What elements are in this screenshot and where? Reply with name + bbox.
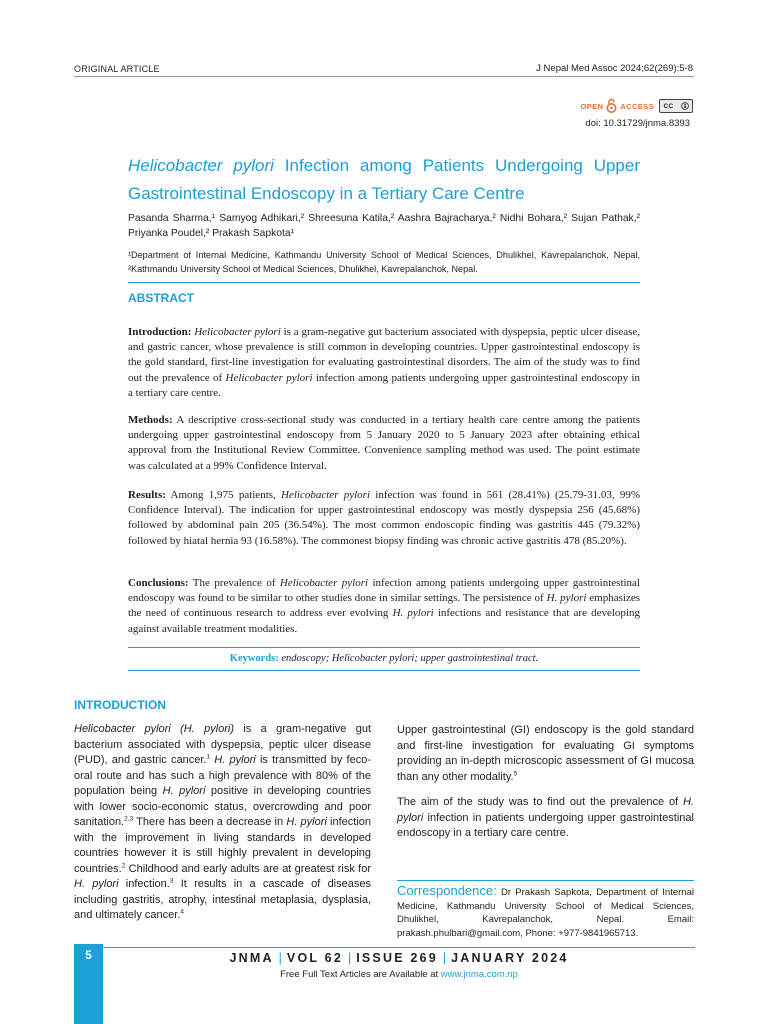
footer-separator-1: |: [278, 951, 282, 965]
correspondence-divider: [397, 880, 694, 881]
footer-issue: ISSUE 269: [356, 951, 438, 965]
intro-text-5: infection with the improvement in living standards in developed countries however it is still highly prevalent in developing countries.: [74, 816, 372, 875]
citation-sup-6: 5: [513, 769, 518, 777]
intro-text-3: positive in developing countries with lower socio-economic status, overcrowding and poor sanitation.: [74, 785, 372, 828]
section-label: ORIGINAL ARTICLE: [74, 64, 160, 74]
footer-date: JANUARY 2024: [451, 951, 569, 965]
intro-right-italic: H. pylori: [397, 796, 694, 824]
introduction-right-paragraph-1: [397, 723, 694, 785]
footer-separator-2: |: [347, 951, 352, 965]
footer-journal: JNMA: [229, 951, 274, 965]
abstract-conclusions-label: Conclusions:: [128, 577, 189, 589]
intro-italic-1: Helicobacter pylori (H. pylori): [74, 723, 235, 735]
intro-right-text-1: Upper gastrointestinal (GI) endoscopy is the gold standard and first-line investigation for evaluating GI symptoms providing an in-depth microscopic assessment of GI mucosa than any other modality.: [397, 724, 694, 783]
abstract-results-text: Among 1,975 patients,: [165, 489, 282, 501]
doi-link[interactable]: doi: 10.31729/jnma.8393: [585, 118, 690, 129]
page-number: 5: [85, 948, 92, 962]
open-access-left-label: OPEN: [580, 101, 604, 111]
title-rest: Infection among Patients Undergoing Upper Gastrointestinal Endoscopy in a Tertiary Care Centre: [128, 156, 640, 203]
free-access-text: Free Full Text Articles are Available at: [280, 969, 441, 980]
keywords-bottom-divider: [128, 670, 640, 671]
citation-sup-3: 2: [121, 861, 126, 869]
cc-label: CC: [663, 102, 674, 110]
abstract-concl-text-3: emphasizes the need of continuous research to address ever evolving: [128, 592, 641, 620]
abstract-results-label: Results:: [128, 489, 166, 501]
intro-text-4: There has been a decrease in: [133, 816, 287, 828]
abstract-concl-text: The prevalence of: [188, 577, 280, 589]
open-access-badge: [580, 98, 693, 114]
citation-sup-1: 1: [206, 753, 211, 761]
correspondence-block: [397, 884, 694, 940]
title-italic: Helicobacter pylori: [128, 156, 274, 175]
affiliations: ¹Department of Internal Medicine, Kathmandu University School of Medical Sciences, Dhulikhel, Kavrepalanchok, Nepal, ²Kathmandu University School of Medical Sciences, Dhulikhel, Kavrepalanchok, Nepal.: [128, 250, 640, 274]
abstract-methods-label: Methods:: [128, 414, 173, 426]
keywords: [128, 653, 640, 664]
abstract-intro-italic: Helicobacter pylori: [194, 326, 281, 338]
correspondence-label: Correspondence:: [397, 883, 497, 898]
correspondence-text: Dr Prakash Sapkota, Department of Internal Medicine, Kathmandu University School of Medical Sciences, Dhulikhel, Kavrepalanchok, Nepal. Email: prakash.phulbari@gmail.com, Phone: +977-9841965713.: [397, 887, 694, 939]
intro-italic-4: H. pylori: [286, 816, 327, 828]
intro-italic-5: H. pylori: [74, 878, 119, 890]
keywords-label: Keywords:: [229, 653, 279, 664]
header-divider: [74, 76, 694, 77]
intro-italic-2: H. pylori: [214, 754, 256, 766]
footer-separator-3: |: [442, 951, 447, 965]
open-lock-icon: [606, 98, 617, 115]
abstract-heading: ABSTRACT: [128, 291, 194, 305]
abstract-methods: [128, 413, 640, 474]
introduction-left-column: [74, 722, 371, 924]
abstract-concl-italic-2: H. pylori: [546, 592, 587, 605]
introduction-heading: INTRODUCTION: [74, 698, 166, 712]
cc-by-icon: [681, 102, 689, 110]
intro-text-8: It results in a cascade of diseases including gastritis, atrophy, intestinal metaplasia, dysplasia, and ultimately cancer.: [74, 878, 371, 921]
abstract-intro-text: is a gram-negative gut bacterium associated with dyspepsia, peptic ulcer disease, and gastric cancer, whose prevalence is still common in developing countries. Upper gastrointestinal endoscopy is the gold standard, first-line investigation for evaluating gastrointestinal disorders. The aim of the study was to find out the prevalence of: [128, 326, 641, 384]
citation-sup-4: 3: [169, 877, 174, 885]
citation-sup-5: 4: [180, 908, 185, 916]
open-access-right-label: ACCESS: [620, 101, 654, 111]
abstract-intro-label: Introduction:: [128, 326, 192, 338]
abstract-concl-text-2: infection among patients undergoing upper gastrointestinal endoscopy was found to be similar to other studies done in similar settings. The persistence of: [128, 577, 640, 605]
journal-url-link[interactable]: www.jnma.com.np: [440, 969, 518, 980]
footer-divider: [103, 947, 695, 948]
keywords-value: endoscopy; Helicobacter pylori; upper gastrointestinal tract.: [278, 653, 539, 664]
abstract-concl-italic: Helicobacter pylori: [279, 577, 369, 589]
journal-footer-line: [103, 951, 695, 965]
intro-text-7: infection.: [118, 878, 170, 890]
abstract-methods-text: A descriptive cross-sectional study was conducted in a tertiary health care centre among the patients undergoing upper gastrointestinal endoscopy from 5 January 2020 to 5 January 2023 after obtaining ethical approval from the Institutional Review Committee. Convenience sampling method was used. The point estimate was calculated at a 99% Confidence Interval.: [128, 414, 640, 472]
creative-commons-icon: [659, 99, 693, 113]
intro-text-1: is a gram-negative gut bacterium associated with dyspepsia, peptic ulcer disease (PUD), and gastric cancer.: [74, 723, 372, 766]
abstract-conclusions: [128, 576, 640, 637]
introduction-right-paragraph-2: [397, 795, 694, 842]
intro-right-text-2: The aim of the study was to find out the prevalence of: [397, 796, 683, 808]
author-list: Pasanda Sharma,¹ Samyog Adhikari,² Shreesuna Katila,² Aashra Bajracharya,² Nidhi Bohara,² Sujan Pathak,² Priyanka Poudel,² Prakash Sapkota¹: [128, 213, 640, 239]
article-title: [128, 152, 640, 208]
intro-text-6: Childhood and early adults are at greatest risk for: [125, 862, 371, 875]
intro-right-text-3: infection in patients undergoing upper gastrointestinal endoscopy in a tertiary care centre.: [397, 811, 694, 839]
abstract-results: [128, 488, 640, 549]
abstract-introduction: [128, 325, 640, 401]
abstract-intro-italic-2: Helicobacter pylori: [225, 371, 313, 384]
abstract-concl-text-4: infections and resistance that are developing against available treatment modalities.: [128, 607, 640, 635]
abstract-concl-italic-3: H. pylori: [392, 607, 434, 620]
keywords-top-divider: [128, 647, 640, 648]
abstract-results-italic: Helicobacter pylori: [281, 489, 371, 501]
intro-italic-3: H. pylori: [162, 785, 206, 797]
abstract-results-text-2: infection was found in 561 (28.41%) (25.79-31.03, 99% Confidence Interval). The indication for upper gastrointestinal endoscopy was mostly dyspepsia 256 (45.68%) followed by abdominal pain 205 (36.54%). The most common endoscopic finding was gastritis 445 (79.32%) followed by hiatal hernia 93 (16.58%). The commonest biopsy finding was chronic active gastritis 478 (85.20%).: [128, 489, 641, 547]
journal-citation: J Nepal Med Assoc 2024;62(269):5-8: [536, 63, 693, 74]
abstract-top-divider: [128, 282, 640, 283]
abstract-intro-text-2: infection among patients undergoing upper gastrointestinal endoscopy in a tertiary care centre.: [128, 371, 640, 399]
citation-sup-2: 2,3: [124, 815, 134, 823]
free-access-line: [103, 969, 695, 980]
intro-text-2: is transmitted by feco-oral route and has such a high prevalence with 80% of the population being: [74, 754, 371, 797]
footer-volume: VOL 62: [286, 951, 343, 965]
